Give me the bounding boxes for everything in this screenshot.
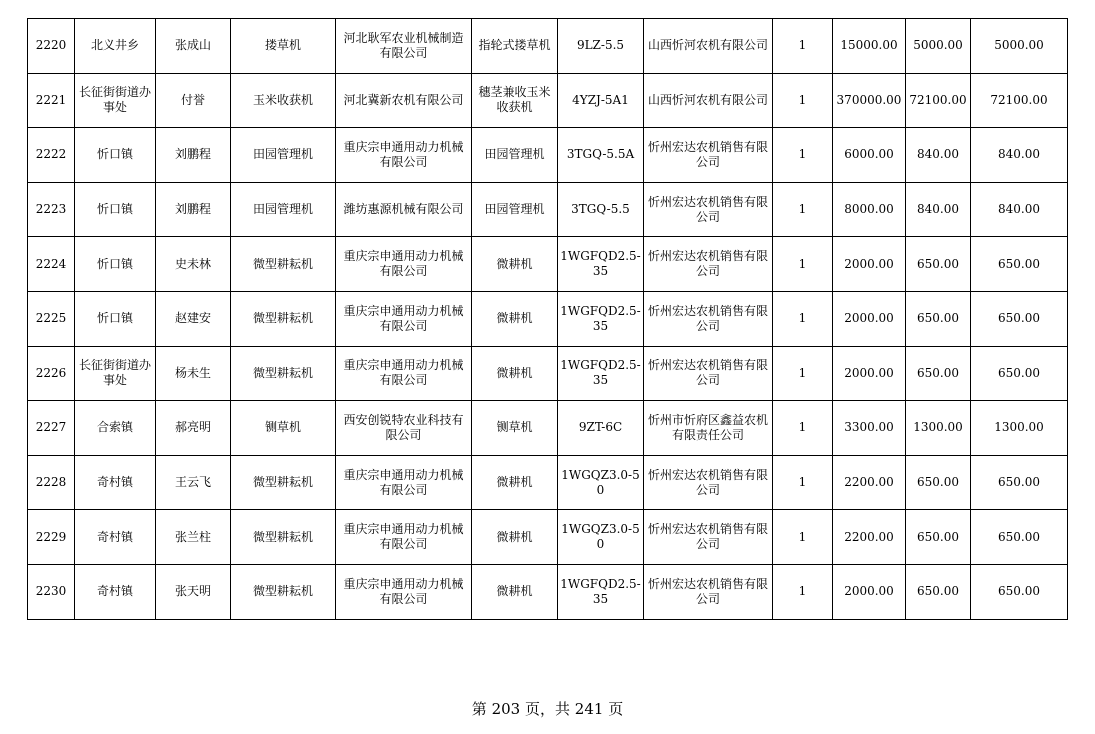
cell-machine: 微型耕耘机 (231, 346, 336, 401)
cell-maker: 重庆宗申通用动力机械有限公司 (336, 510, 472, 565)
cell-product: 田园管理机 (472, 182, 558, 237)
cell-qty: 1 (773, 455, 833, 510)
cell-name: 王云飞 (156, 455, 231, 510)
cell-town: 奇村镇 (75, 455, 156, 510)
cell-subsidy: 650.00 (906, 291, 971, 346)
cell-price: 2000.00 (833, 564, 906, 619)
cell-product: 微耕机 (472, 346, 558, 401)
cell-maker: 河北冀新农机有限公司 (336, 73, 472, 128)
cell-id: 2223 (28, 182, 75, 237)
cell-qty: 1 (773, 128, 833, 183)
footer-page-number: 203 (491, 700, 521, 718)
cell-name: 刘鹏程 (156, 182, 231, 237)
cell-dealer: 忻州市忻府区鑫益农机有限责任公司 (644, 401, 773, 456)
cell-price: 370000.00 (833, 73, 906, 128)
cell-name: 杨未生 (156, 346, 231, 401)
cell-town: 长征街街道办事处 (75, 346, 156, 401)
cell-town: 忻口镇 (75, 237, 156, 292)
cell-qty: 1 (773, 19, 833, 74)
table-body (28, 19, 1068, 620)
cell-model: 9LZ-5.5 (558, 19, 644, 74)
cell-total: 650.00 (971, 510, 1068, 565)
cell-product: 微耕机 (472, 291, 558, 346)
footer-prefix: 第 (471, 700, 487, 718)
cell-dealer: 忻州宏达农机销售有限公司 (644, 182, 773, 237)
cell-maker: 重庆宗申通用动力机械有限公司 (336, 291, 472, 346)
cell-maker: 重庆宗申通用动力机械有限公司 (336, 346, 472, 401)
cell-name: 张成山 (156, 19, 231, 74)
cell-total: 650.00 (971, 291, 1068, 346)
cell-id: 2225 (28, 291, 75, 346)
cell-name: 张兰柱 (156, 510, 231, 565)
table-row (28, 128, 1068, 183)
cell-machine: 玉米收获机 (231, 73, 336, 128)
table-row (28, 564, 1068, 619)
cell-town: 忻口镇 (75, 128, 156, 183)
cell-model: 1WGFQD2.5-35 (558, 346, 644, 401)
cell-product: 微耕机 (472, 564, 558, 619)
cell-price: 2000.00 (833, 237, 906, 292)
cell-dealer: 山西忻河农机有限公司 (644, 19, 773, 74)
cell-name: 付誉 (156, 73, 231, 128)
cell-town: 奇村镇 (75, 510, 156, 565)
cell-dealer: 忻州宏达农机销售有限公司 (644, 237, 773, 292)
cell-subsidy: 650.00 (906, 237, 971, 292)
cell-maker: 西安创锐特农业科技有限公司 (336, 401, 472, 456)
cell-model: 1WGFQD2.5-35 (558, 291, 644, 346)
cell-total: 5000.00 (971, 19, 1068, 74)
cell-qty: 1 (773, 401, 833, 456)
cell-product: 微耕机 (472, 455, 558, 510)
cell-town: 忻口镇 (75, 291, 156, 346)
cell-subsidy: 650.00 (906, 510, 971, 565)
cell-machine: 微型耕耘机 (231, 291, 336, 346)
cell-subsidy: 650.00 (906, 564, 971, 619)
cell-total: 840.00 (971, 182, 1068, 237)
cell-id: 2227 (28, 401, 75, 456)
table-row (28, 182, 1068, 237)
cell-price: 8000.00 (833, 182, 906, 237)
footer-suffix: 页 (608, 700, 624, 718)
footer-total-pages: 241 (574, 700, 604, 718)
cell-product: 穗茎兼收玉米收获机 (472, 73, 558, 128)
table-row (28, 510, 1068, 565)
cell-subsidy: 1300.00 (906, 401, 971, 456)
cell-model: 4YZJ-5A1 (558, 73, 644, 128)
cell-total: 1300.00 (971, 401, 1068, 456)
cell-town: 忻口镇 (75, 182, 156, 237)
cell-id: 2226 (28, 346, 75, 401)
cell-product: 微耕机 (472, 237, 558, 292)
cell-subsidy: 840.00 (906, 128, 971, 183)
cell-town: 奇村镇 (75, 564, 156, 619)
table-row (28, 455, 1068, 510)
cell-dealer: 忻州宏达农机销售有限公司 (644, 564, 773, 619)
cell-id: 2222 (28, 128, 75, 183)
cell-price: 2000.00 (833, 346, 906, 401)
cell-subsidy: 650.00 (906, 455, 971, 510)
cell-model: 1WGFQD2.5-35 (558, 237, 644, 292)
cell-maker: 重庆宗申通用动力机械有限公司 (336, 564, 472, 619)
cell-machine: 微型耕耘机 (231, 237, 336, 292)
cell-model: 1WGQZ3.0-50 (558, 510, 644, 565)
cell-model: 3TGQ-5.5 (558, 182, 644, 237)
cell-dealer: 忻州宏达农机销售有限公司 (644, 291, 773, 346)
cell-total: 650.00 (971, 237, 1068, 292)
cell-dealer: 忻州宏达农机销售有限公司 (644, 128, 773, 183)
cell-subsidy: 72100.00 (906, 73, 971, 128)
cell-name: 史未林 (156, 237, 231, 292)
cell-machine: 田园管理机 (231, 128, 336, 183)
cell-price: 2000.00 (833, 291, 906, 346)
cell-total: 72100.00 (971, 73, 1068, 128)
cell-model: 3TGQ-5.5A (558, 128, 644, 183)
table-row (28, 73, 1068, 128)
cell-dealer: 忻州宏达农机销售有限公司 (644, 346, 773, 401)
cell-qty: 1 (773, 237, 833, 292)
cell-qty: 1 (773, 510, 833, 565)
cell-maker: 重庆宗申通用动力机械有限公司 (336, 128, 472, 183)
table-row (28, 237, 1068, 292)
cell-maker: 潍坊惠源机械有限公司 (336, 182, 472, 237)
cell-qty: 1 (773, 182, 833, 237)
cell-total: 840.00 (971, 128, 1068, 183)
cell-product: 指轮式搂草机 (472, 19, 558, 74)
table-row (28, 291, 1068, 346)
cell-subsidy: 840.00 (906, 182, 971, 237)
cell-machine: 微型耕耘机 (231, 564, 336, 619)
cell-qty: 1 (773, 73, 833, 128)
cell-name: 赵建安 (156, 291, 231, 346)
cell-machine: 微型耕耘机 (231, 510, 336, 565)
cell-town: 北义井乡 (75, 19, 156, 74)
subsidy-table (27, 18, 1068, 620)
cell-model: 9ZT-6C (558, 401, 644, 456)
cell-id: 2220 (28, 19, 75, 74)
cell-machine: 田园管理机 (231, 182, 336, 237)
table-row (28, 401, 1068, 456)
cell-price: 15000.00 (833, 19, 906, 74)
cell-machine: 搂草机 (231, 19, 336, 74)
cell-id: 2221 (28, 73, 75, 128)
cell-maker: 重庆宗申通用动力机械有限公司 (336, 237, 472, 292)
cell-model: 1WGQZ3.0-50 (558, 455, 644, 510)
cell-dealer: 忻州宏达农机销售有限公司 (644, 455, 773, 510)
page-footer (0, 698, 1095, 719)
cell-price: 2200.00 (833, 510, 906, 565)
cell-machine: 微型耕耘机 (231, 455, 336, 510)
cell-dealer: 忻州宏达农机销售有限公司 (644, 510, 773, 565)
cell-town: 长征街街道办事处 (75, 73, 156, 128)
cell-name: 刘鹏程 (156, 128, 231, 183)
cell-maker: 河北耿军农业机械制造有限公司 (336, 19, 472, 74)
cell-id: 2224 (28, 237, 75, 292)
table-row (28, 19, 1068, 74)
cell-subsidy: 5000.00 (906, 19, 971, 74)
cell-id: 2230 (28, 564, 75, 619)
cell-price: 2200.00 (833, 455, 906, 510)
cell-qty: 1 (773, 346, 833, 401)
cell-id: 2229 (28, 510, 75, 565)
cell-qty: 1 (773, 564, 833, 619)
cell-product: 铡草机 (472, 401, 558, 456)
cell-machine: 铡草机 (231, 401, 336, 456)
footer-mid: 页，共 (524, 700, 570, 718)
cell-id: 2228 (28, 455, 75, 510)
cell-total: 650.00 (971, 455, 1068, 510)
cell-name: 郝亮明 (156, 401, 231, 456)
cell-name: 张天明 (156, 564, 231, 619)
cell-price: 3300.00 (833, 401, 906, 456)
cell-price: 6000.00 (833, 128, 906, 183)
cell-qty: 1 (773, 291, 833, 346)
cell-model: 1WGFQD2.5-35 (558, 564, 644, 619)
cell-dealer: 山西忻河农机有限公司 (644, 73, 773, 128)
table-row (28, 346, 1068, 401)
cell-subsidy: 650.00 (906, 346, 971, 401)
cell-product: 田园管理机 (472, 128, 558, 183)
cell-maker: 重庆宗申通用动力机械有限公司 (336, 455, 472, 510)
cell-town: 合索镇 (75, 401, 156, 456)
cell-total: 650.00 (971, 346, 1068, 401)
cell-total: 650.00 (971, 564, 1068, 619)
cell-product: 微耕机 (472, 510, 558, 565)
